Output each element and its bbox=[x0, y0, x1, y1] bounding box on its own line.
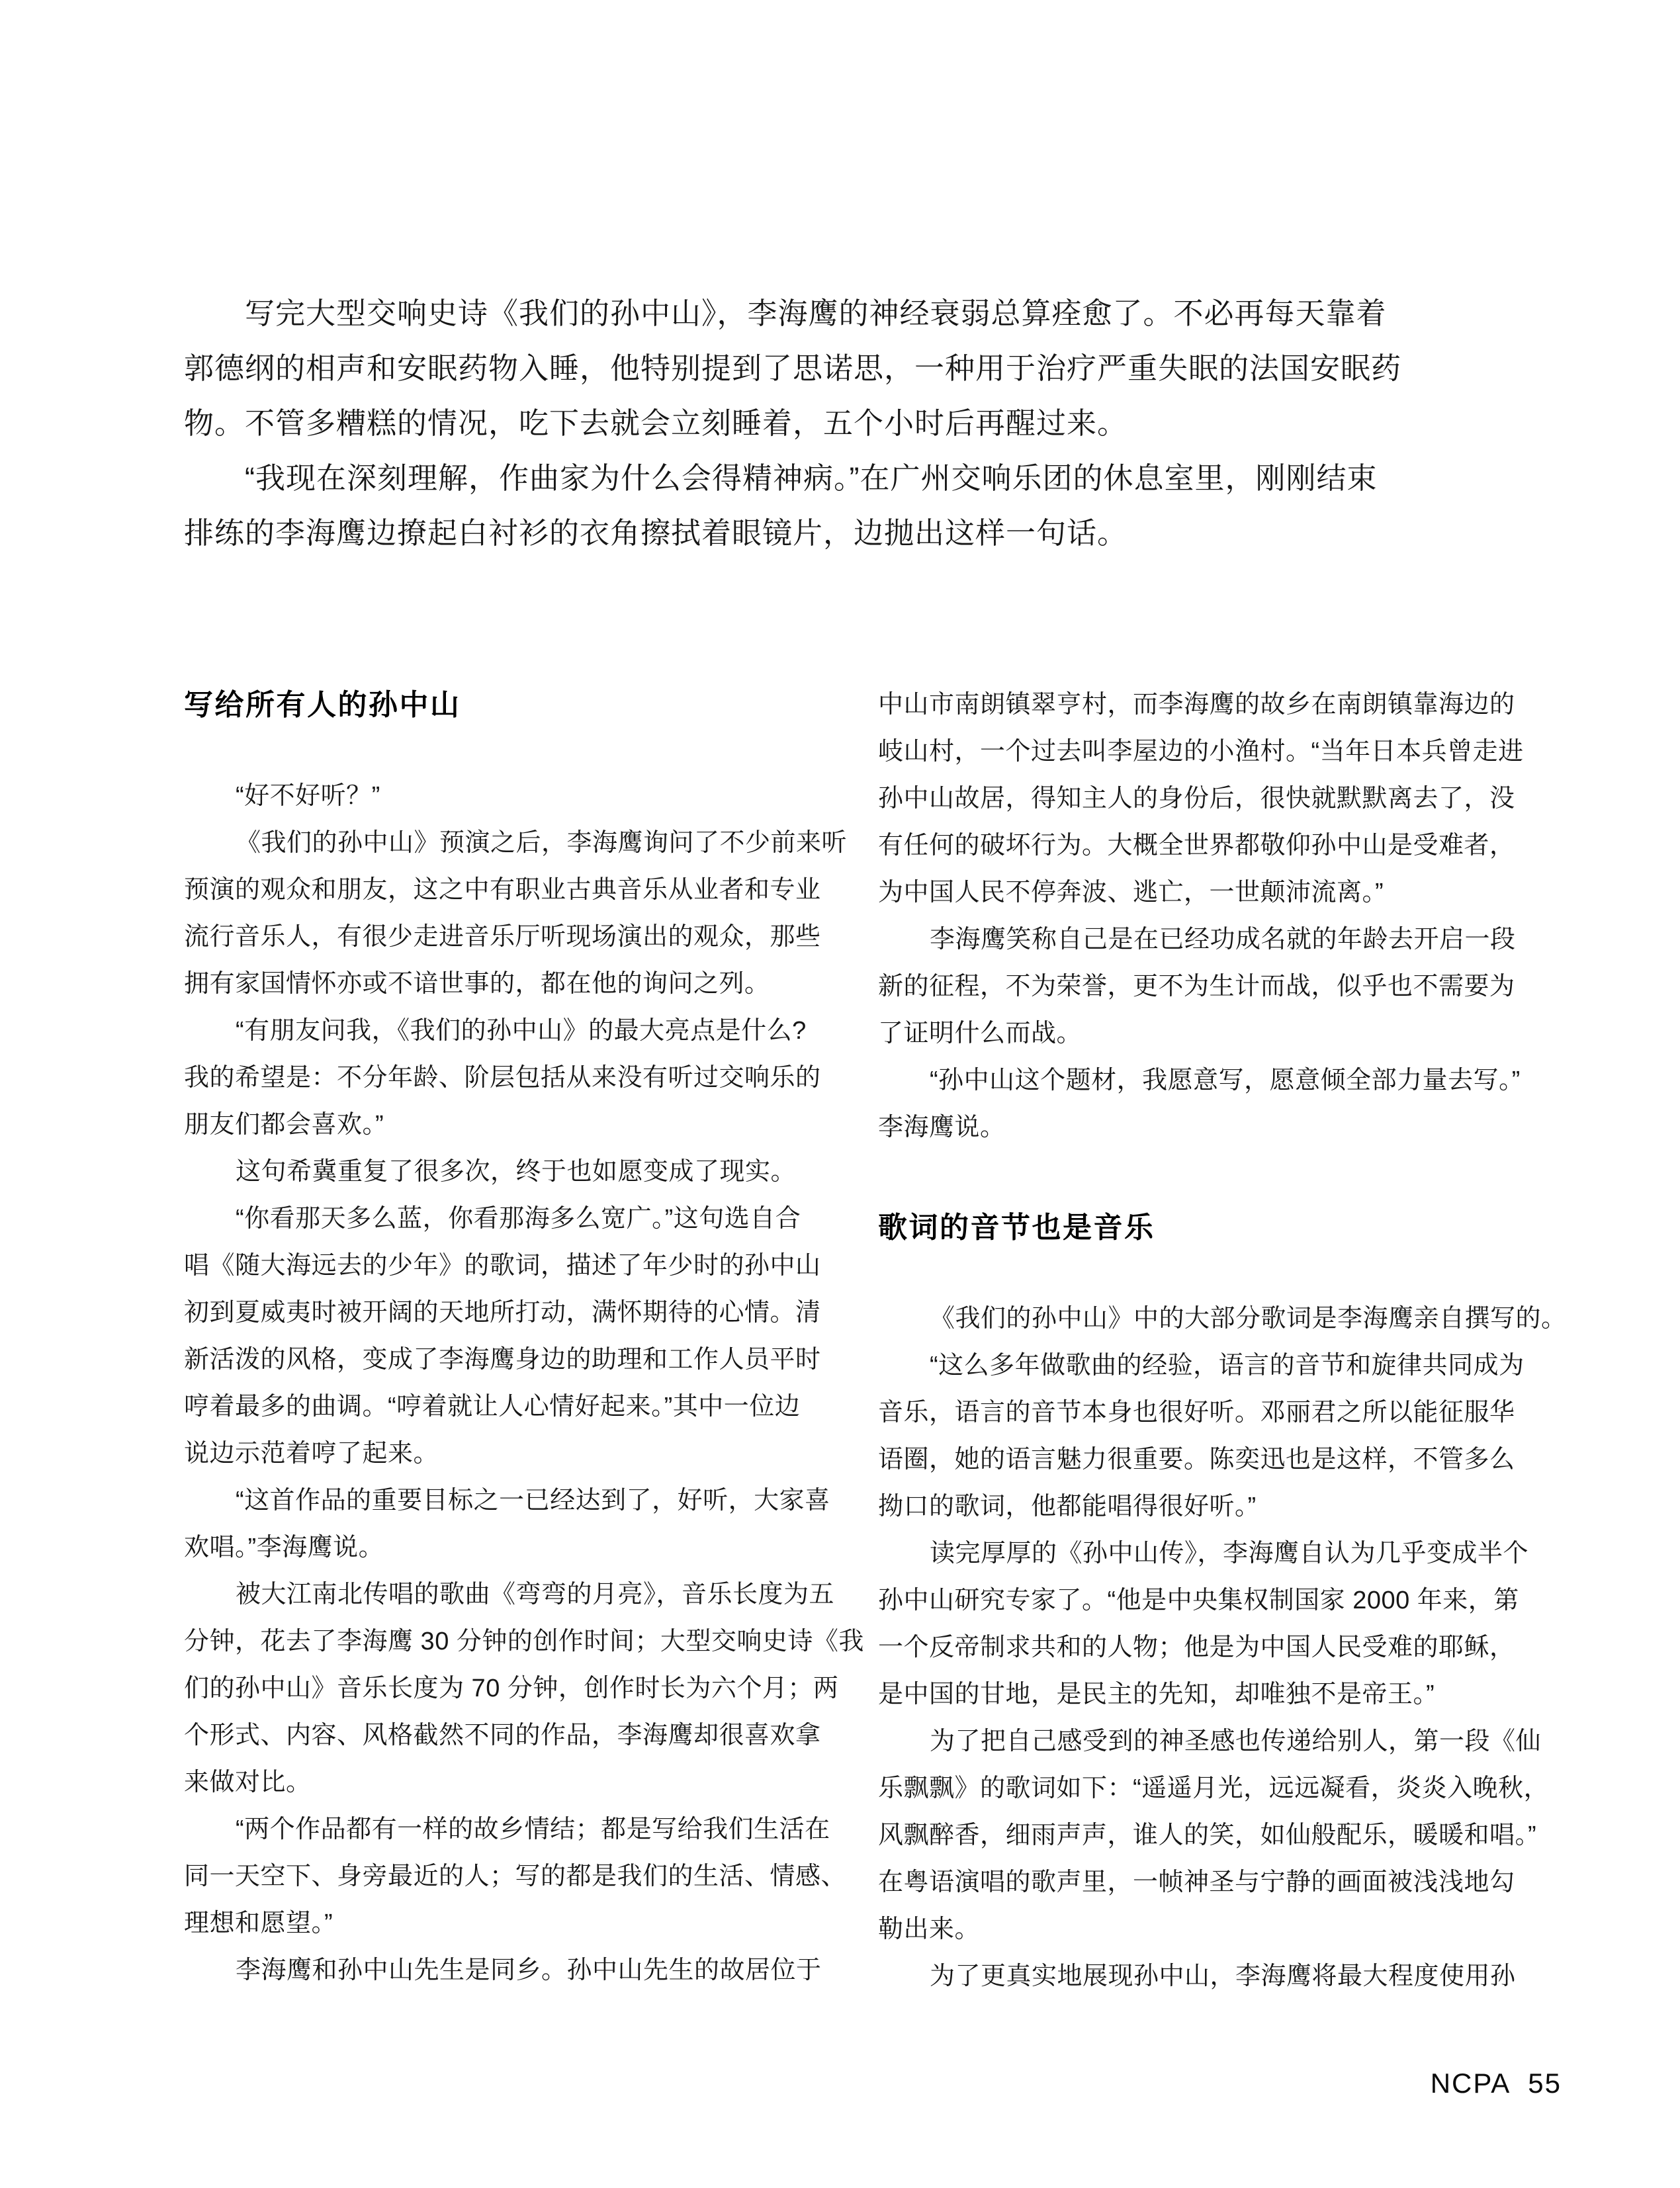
text-line: 唱《随大海远去的少年》的歌词，描述了年少时的孙中山 bbox=[184, 1252, 821, 1280]
left-column bbox=[184, 681, 864, 1994]
text-line: 一个反帝制求共和的人物；他是为中国人民受难的耶稣， bbox=[878, 1634, 1515, 1661]
text-line: “有朋友问我，《我们的孙中山》的最大亮点是什么? bbox=[236, 1017, 807, 1045]
text-line: 写完大型交响史诗《我们的孙中山》，李海鹰的神经衰弱总算痊愈了。不必再每天靠着 bbox=[245, 296, 1387, 330]
text-line: 了证明什么而战。 bbox=[878, 1020, 1083, 1047]
text-line: 岐山村，一个过去叫李屋边的小渔村。“当年日本兵曾走进 bbox=[878, 738, 1524, 766]
text-line: 李海鹰和孙中山先生是同乡。孙中山先生的故居位于 bbox=[236, 1956, 822, 1984]
text-line: 音乐，语言的音节本身也很好听。邓丽君之所以能征服华 bbox=[878, 1399, 1515, 1426]
text-line: 为了把自己感受到的神圣感也传递给别人，第一段《仙 bbox=[930, 1728, 1542, 1755]
section-heading: 歌词的音节也是音乐 bbox=[878, 1211, 1155, 1244]
text-line: “这么多年做歌曲的经验，语言的音节和旋律共同成为 bbox=[930, 1352, 1525, 1379]
text-line: 们的孙中山》音乐长度为 70 分钟，创作时长为六个月；两 bbox=[184, 1675, 839, 1702]
text-line: 是中国的甘地，是民主的先知，却唯独不是帝王。” bbox=[878, 1681, 1435, 1708]
text-line: 中山市南朗镇翠亨村，而李海鹰的故乡在南朗镇靠海边的 bbox=[878, 691, 1515, 719]
text-line: 流行音乐人，有很少走进音乐厅听现场演出的观众，那些 bbox=[184, 923, 821, 951]
text-line: 同一天空下、身旁最近的人；写的都是我们的生活、情感、 bbox=[184, 1862, 847, 1890]
text-line: 这句希冀重复了很多次，终于也如愿变成了现实。 bbox=[236, 1158, 797, 1186]
text-line: 被大江南北传唱的歌曲《弯弯的月亮》，音乐长度为五 bbox=[236, 1581, 835, 1608]
text-line: 为了更真实地展现孙中山，李海鹰将最大程度使用孙 bbox=[930, 1962, 1516, 1990]
page-footer bbox=[1431, 2068, 1562, 2099]
section-heading: 写给所有人的孙中山 bbox=[184, 689, 461, 721]
text-line: 《我们的孙中山》预演之后，李海鹰询问了不少前来听 bbox=[236, 829, 848, 857]
text-line: 李海鹰说。 bbox=[878, 1114, 1006, 1141]
intro-section bbox=[184, 286, 1518, 560]
text-line: 分钟，花去了李海鹰 30 分钟的创作时间；大型交响史诗《我 bbox=[184, 1628, 864, 1655]
text-line: 来做对比。 bbox=[184, 1769, 312, 1796]
journal-name: NCPA bbox=[1430, 2068, 1511, 2099]
text-line: 理想和愿望。” bbox=[184, 1909, 333, 1937]
text-line: “好不好听？” bbox=[236, 782, 380, 810]
text-line: 物。不管多糟糕的情况，吃下去就会立刻睡着，五个小时后再醒过来。 bbox=[184, 406, 1128, 440]
text-line: “我现在深刻理解，作曲家为什么会得精神病。”在广州交响乐团的休息室里，刚刚结束 bbox=[245, 461, 1378, 495]
text-line: 读完厚厚的《孙中山传》，李海鹰自认为几乎变成半个 bbox=[930, 1540, 1529, 1567]
text-line: 《我们的孙中山》中的大部分歌词是李海鹰亲自撰写的。 bbox=[930, 1305, 1567, 1333]
text-line: 拗口的歌词，他都能唱得很好听。” bbox=[878, 1493, 1257, 1520]
text-line: “孙中山这个题材，我愿意写，愿意倾全部力量去写。” bbox=[930, 1067, 1521, 1094]
text-line: 为中国人民不停奔波、逃亡，一世颠沛流离。” bbox=[878, 879, 1384, 906]
text-line: 郭德纲的相声和安眠药物入睡，他特别提到了思诺思，一种用于治疗严重失眠的法国安眠药 bbox=[184, 351, 1402, 385]
text-line: 哼着最多的曲调。“哼着就让人心情好起来。”其中一位边 bbox=[184, 1393, 801, 1421]
text-line: 孙中山研究专家了。“他是中央集权制国家 2000 年来，第 bbox=[878, 1587, 1519, 1614]
text-line: 李海鹰笑称自己是在已经功成名就的年龄去开启一段 bbox=[930, 926, 1516, 953]
text-line: 预演的观众和朋友，这之中有职业古典音乐从业者和专业 bbox=[184, 876, 821, 904]
text-line: 欢唱。”李海鹰说。 bbox=[184, 1534, 384, 1561]
text-line: 朋友们都会喜欢。” bbox=[184, 1111, 384, 1139]
text-line: 勒出来。 bbox=[878, 1915, 981, 1943]
text-line: 新活泼的风格，变成了李海鹰身边的助理和工作人员平时 bbox=[184, 1346, 821, 1374]
text-line: 语圈，她的语言魅力很重要。陈奕迅也是这样，不管多么 bbox=[878, 1446, 1515, 1473]
text-line: 我的希望是：不分年龄、阶层包括从来没有听过交响乐的 bbox=[184, 1064, 821, 1092]
text-line: “两个作品都有一样的故乡情结；都是写给我们生活在 bbox=[236, 1816, 830, 1843]
text-line: “这首作品的重要目标之一已经达到了，好听，大家喜 bbox=[236, 1487, 830, 1514]
text-line: 有任何的破坏行为。大概全世界都敬仰孙中山是受难者， bbox=[878, 832, 1515, 859]
text-line: 新的征程，不为荣誉，更不为生计而战，似乎也不需要为 bbox=[878, 973, 1515, 1000]
text-line: 乐飘飘》的歌词如下：“遥遥月光，远远凝看，炎炎入晚秋， bbox=[878, 1774, 1550, 1802]
text-line: 初到夏威夷时被开阔的天地所打动，满怀期待的心情。清 bbox=[184, 1299, 821, 1327]
text-line: “你看那天多么蓝，你看那海多么宽广。”这句选自合 bbox=[236, 1205, 801, 1233]
text-line: 在粤语演唱的歌声里，一帧神圣与宁静的画面被浅浅地勾 bbox=[878, 1868, 1515, 1896]
text-line: 拥有家国情怀亦或不谙世事的，都在他的询问之列。 bbox=[184, 970, 770, 998]
text-line: 风飘醉香，细雨声声，谁人的笑，如仙般配乐，暖暖和唱。” bbox=[878, 1821, 1537, 1849]
right-column bbox=[878, 681, 1567, 2000]
text-line: 孙中山故居，得知主人的身份后，很快就默默离去了，没 bbox=[878, 785, 1515, 812]
page-number: 55 bbox=[1528, 2068, 1562, 2099]
text-line: 说边示范着哼了起来。 bbox=[184, 1440, 439, 1467]
text-line: 个形式、内容、风格截然不同的作品，李海鹰却很喜欢拿 bbox=[184, 1722, 821, 1749]
text-line: 排练的李海鹰边撩起白衬衫的衣角擦拭着眼镜片，边抛出这样一句话。 bbox=[184, 516, 1128, 550]
